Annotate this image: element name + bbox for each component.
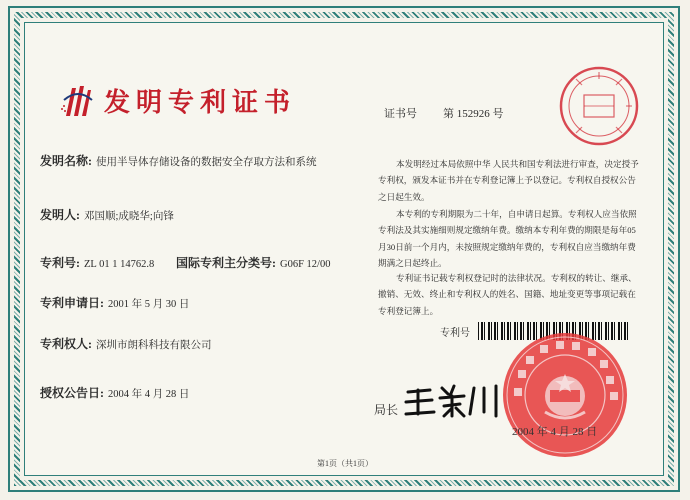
grant-date-value: 2004 年 4 月 28 日 [108, 389, 190, 400]
ipc-field [176, 254, 330, 271]
certificate-title: 发明专利证书 [104, 87, 297, 118]
invention-name-value: 使用半导体存储设备的数据安全存取方法和系统 [96, 157, 317, 168]
small-red-seal-icon [558, 65, 640, 147]
certificate-number-label: 证书号 [384, 108, 417, 120]
inventor-label: 发明人: [40, 208, 80, 222]
owner-field [40, 335, 212, 352]
filing-date-label: 专利申请日: [40, 296, 104, 310]
inventor-value: 邓国顺;成晓华;向锋 [84, 211, 174, 222]
director-label: 局长 [374, 403, 399, 417]
term-fee-paragraph: 本专利的专利期限为二十年，自申请日起算。专利权人应当依照专利法及其实施细则规定缴纳年费。缴纳本专利年费的期限是每年05月30日前一个月内，未按照规定缴纳年费的，专利权自应当缴纳年费期满之日起终止。 [378, 209, 637, 269]
barcode-label: 专利号 [440, 327, 470, 339]
director-signature-block [374, 382, 504, 418]
filing-date-value: 2001 年 5 月 30 日 [108, 299, 190, 310]
patent-number-label: 专利号: [40, 256, 80, 270]
patent-office-logo-icon [60, 80, 96, 120]
filing-date-field [40, 294, 189, 311]
large-red-seal-icon [500, 330, 630, 460]
seal-date: 2004 年 4 月 28 日 [512, 426, 598, 438]
owner-value: 深圳市朗科科技有限公司 [96, 340, 212, 351]
certificate-number [384, 105, 504, 121]
grant-date-field [40, 384, 189, 401]
inventor-field [40, 206, 174, 223]
grant-statement-paragraph: 本发明经过本局依照中华 人民共和国专利法进行审查，决定授予专利权，颁发本证书并在专利登记簿上予以登记。专利权自授权公告之日起生效。 [378, 159, 639, 202]
certificate-number-value: 第 152926 号 [443, 108, 504, 120]
page-footer: 第1页（共1页） [317, 459, 373, 468]
invention-name-field [40, 152, 317, 169]
grant-date-label: 授权公告日: [40, 386, 104, 400]
invention-name-label: 发明名称: [40, 154, 92, 168]
ipc-label: 国际专利主分类号: [176, 256, 276, 270]
patent-number-field [40, 254, 154, 271]
title-block [60, 80, 296, 120]
director-signature-icon [404, 382, 504, 418]
owner-label: 专利权人: [40, 337, 92, 351]
patent-number-value: ZL 01 1 14762.8 [84, 259, 155, 270]
ipc-value: G06F 12/00 [280, 259, 331, 270]
legal-status-paragraph: 专利证书记载专利权登记时的法律状况。专利权的转让、继承、撤销、无效、终止和专利权人的姓名、国籍、地址变更等事项记载在专利登记簿上。 [378, 273, 637, 316]
